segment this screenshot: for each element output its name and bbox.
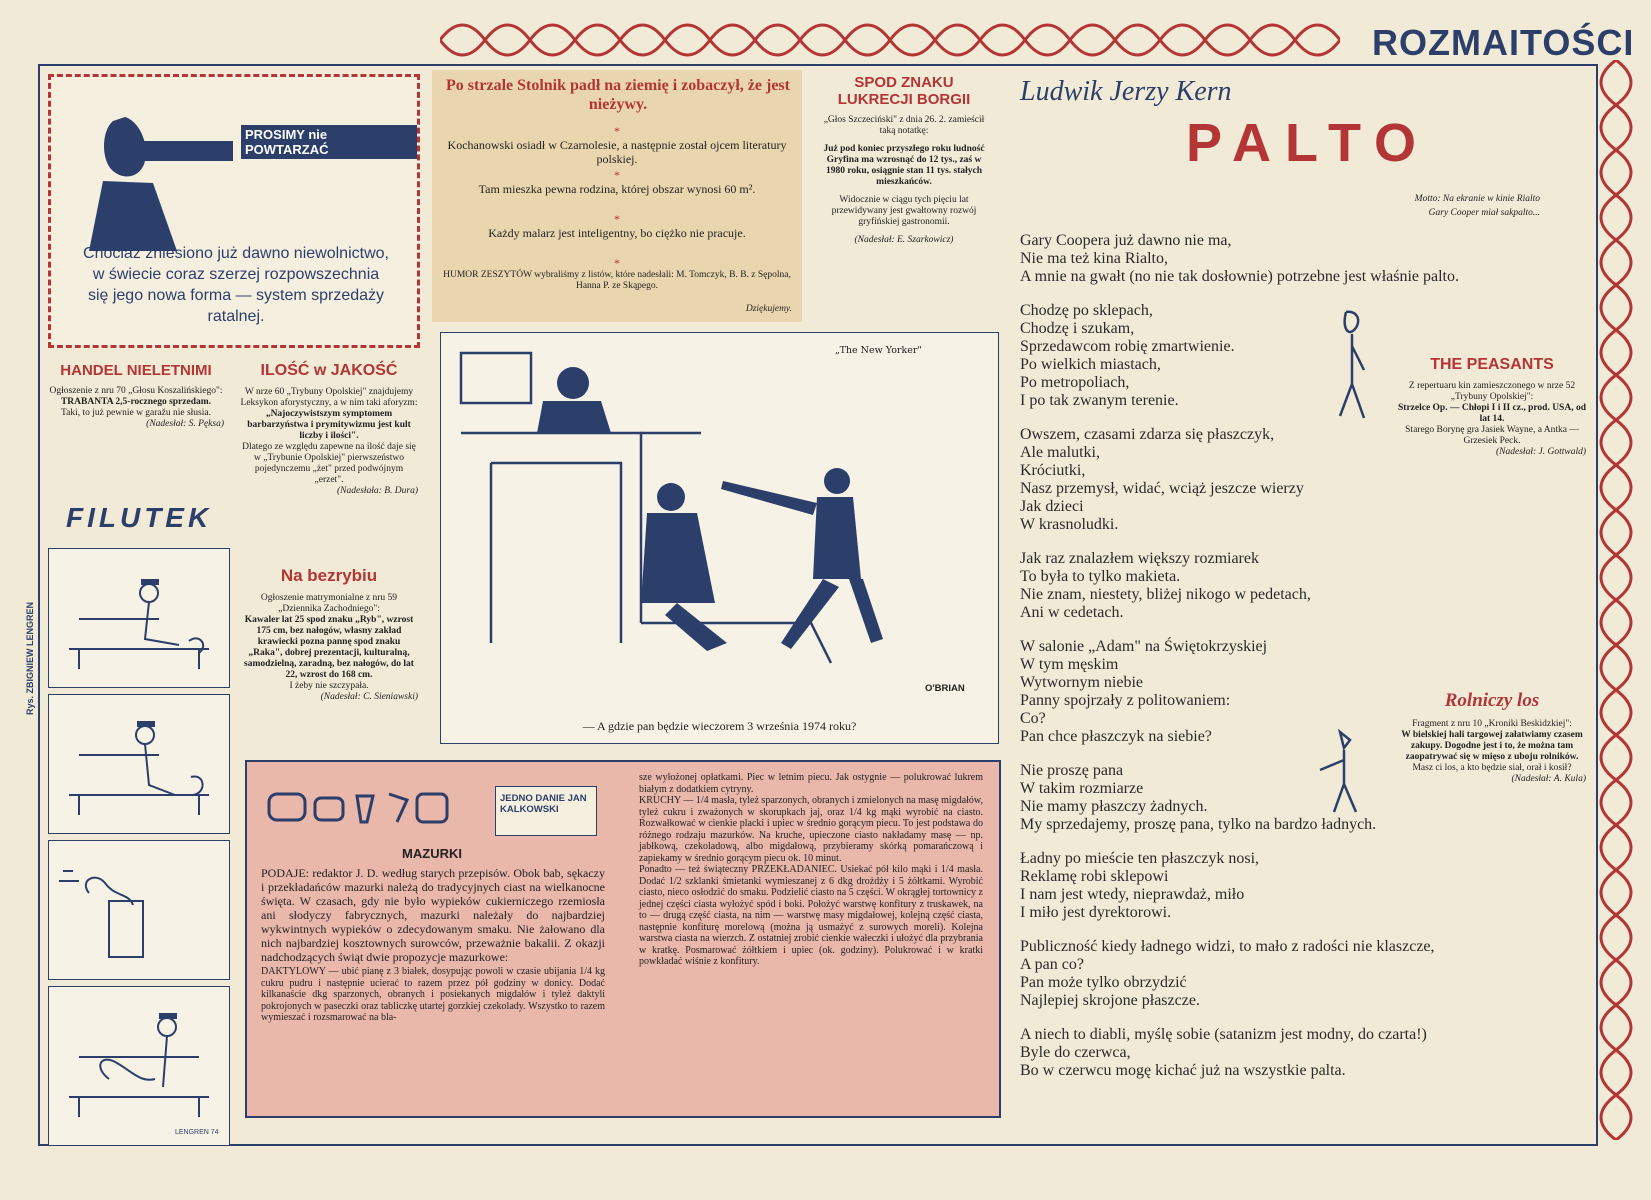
recipe-col1-intro: PODAJE: redaktor J. D. według starych przepisów. Obok bab, sękaczy i przekładańców mazurki należą do tradycyjnych ciast na wielkanocne święta. W czasach, gdy nie było wypieków cukierniczego rzemiosła ani słodyczy fabrycznych, mazurki należały do najbardziej wykwintnych wypieków o zdecydowanym smaku. Nie żałowano dla nich najbardziej kosztownych surowców, przeważnie bakalii. Z okazji nadchodzących świąt dwie propozycje mazurkowe: — [261, 866, 605, 964]
recipe-col1-daktylowy: DAKTYLOWY — ubić pianę z 3 białek, dosypując powoli w czasie ubijania 1/4 kg cukru pudru i następnie ucierać to razem przez pół godziny w donicy. Dodać kilkanaście dkg sparzonych, obranych i posiekanych migdałów i tyleż daktyli pokrojonych w paseczki oraz tabliczkę utartej gorzkiej czekolady. Wszystko to razem wymieszać i rozsmarować na bla- — [261, 966, 605, 1023]
cooking-icons — [267, 784, 457, 834]
handel-column — [48, 362, 224, 430]
poem-line: Wytwornym niebie — [1020, 674, 1144, 691]
poem-line: Sprzedawcom robię zmartwienie. — [1020, 338, 1235, 355]
cartoon-caption: — A gdzie pan będzie wieczorem 3 września 1974 roku? — [582, 719, 857, 733]
poem-line: Nie ma też kina Rialto, — [1020, 250, 1168, 267]
poem-line: I miło jest dyrektorowi. — [1020, 904, 1172, 921]
poem-line: Pan może tylko obrzydzić — [1020, 974, 1187, 991]
poem-stanza-4 — [1020, 550, 1590, 622]
poem-line: Po metropoliach, — [1020, 374, 1130, 391]
comic-panel-4 — [48, 986, 230, 1146]
humor-star-1: * — [614, 124, 620, 138]
rolniczy-comment: Masz ci los, a kto będzie siał, orał i kosił? — [1412, 763, 1572, 773]
cartoon-signature: O'BRIAN — [925, 683, 965, 694]
poem-line: Po wielkich miastach, — [1020, 356, 1161, 373]
comic-panel-1-drawing — [49, 549, 229, 687]
bezrybiu-quote: Kawaler lat 25 spod znaku „Ryb", wzrost 175 cm, bez nałogów, własny zakład krawiecki pozna pannę spod znaku „Raka", dobrej prezentacji, kulturalną, samodzielną, zaradną, bez nałogów, do lat 22, wzrost do 168 cm. — [244, 615, 414, 680]
comic-panel-2 — [48, 694, 230, 834]
poem-stanza-8 — [1020, 938, 1590, 1010]
peasants-title: THE PEASANTS — [1430, 356, 1554, 373]
poem-line: Bo w czerwcu mogę kichać już na wszystkie palta. — [1020, 1062, 1346, 1079]
poem-line: Nie mamy płaszczy żadnych. — [1020, 798, 1208, 815]
poem-line: To była to tylko makieta. — [1020, 568, 1181, 585]
poem-line: Jak dzieci — [1020, 498, 1084, 515]
ilosc-intro: W nrze 60 „Trybuny Opolskiej" znajdujemy Leksykon aforystyczny, a w nim taki aforyzm: — [240, 387, 418, 408]
peasants-comment: Starego Borynę gra Jasiek Wayne, a Antka — Grzesiek Peck. — [1405, 425, 1579, 446]
poem-title: PALTO — [1186, 113, 1430, 173]
poem-stanza-1 — [1020, 232, 1590, 286]
hooded-figure-illustration — [1310, 726, 1380, 816]
poem-line: Co? — [1020, 710, 1046, 727]
ilosc-quote: „Najoczywistszym symptomem barbarzyństwa i prymitywizmu jest kult liczby i ilości". — [247, 409, 411, 441]
filutek-signature: LENGREN 74 — [175, 1129, 219, 1136]
recipe-col2-kruchy: KRUCHY — 1/4 masła, tyleż sparzonych, obranych i zmielonych na masę migdałów, tyleż cukru i zważonych w skorupkach jaj, oraz 1/4 kg mąki wyrobić na ciasto. Rozwałkować w cienkie placki i upiec w średnio gorącym piecu. To jest podstawa do różnego rodzaju mazurków. Na kruche, upieczone ciasto nakładamy masę — np. jabłkową, czekoladową, albo migdałową, przybieramy skórką pomarańczową i zapiekamy w średnio gorącym piecu ok. 10 minut. — [639, 795, 983, 864]
comic-panel-3-drawing — [49, 841, 229, 979]
poem-line: Owszem, czasami zdarza się płaszczyk, — [1020, 426, 1275, 443]
humor-box — [432, 70, 802, 322]
poem-line: Nasz przemysł, widać, wciąż jeszcze wierzy — [1020, 480, 1304, 497]
handel-title: HANDEL NIELETNIMI — [60, 362, 212, 379]
lukrecja-quote: Już pod koniec przyszłego roku ludność Gryfina ma wzrosnąć do 12 tys., zaś w 1980 roku, osiągnie stan 11 tys. stałych mieszkańców. — [823, 144, 985, 187]
courtroom-illustration — [451, 343, 981, 693]
bezrybiu-title: Na bezrybiu — [280, 566, 378, 585]
cartoon-source: „The New Yorker" — [835, 345, 922, 356]
ilosc-title: ILOŚĆ w JAKOŚĆ — [260, 362, 398, 379]
handel-quote: TRABANTA 2,5-rocznego sprzedam. — [60, 397, 212, 407]
poem-line: I nam jest wtedy, nieprawdaż, miło — [1020, 886, 1245, 903]
poem-line: A niech to diabli, myślę sobie (satanizm jest modny, do czarta!) — [1020, 1026, 1427, 1043]
poem-line: Chodzę po sklepach, — [1020, 302, 1153, 319]
poem-line: W tym męskim — [1020, 656, 1119, 673]
poem-stanza-9 — [1020, 1026, 1590, 1080]
ilosc-sender: (Nadesłała: B. Dura) — [336, 486, 418, 496]
poem-line: Najlepiej skrojone płaszcze. — [1020, 992, 1200, 1009]
filutek-comic-strip — [48, 548, 230, 1150]
courtroom-cartoon — [440, 332, 999, 744]
ilosc-column — [240, 362, 418, 497]
humor-thanks: Dziękujemy. — [745, 304, 792, 314]
humor-footer: HUMOR ZESZYTÓW wybraliśmy z listów, które nadesłali: M. Tomczyk, B. B. z Sępolna, Hanna P. ze Skąpego. — [443, 270, 791, 291]
bezrybiu-column — [240, 566, 418, 703]
poem-line: Chodzę i szukam, — [1020, 320, 1135, 337]
poem-line: Nie znam, niestety, bliżej nikogo w pedetach, — [1020, 586, 1311, 603]
rolniczy-title: Rolniczy los — [1444, 690, 1540, 711]
prosimy-box — [48, 74, 420, 348]
poem-line: Pan chce płaszczyk na siebie? — [1020, 728, 1212, 745]
poem-author: Ludwik Jerzy Kern — [1020, 76, 1232, 107]
prosimy-text: Chociaż zniesiono już dawno niewolnictwo, w świecie coraz szerzej rozpowszechnia się jego nowa forma — system sprzedaży ratalnej. — [83, 245, 389, 325]
humor-title: Po strzale Stolnik padł na ziemię i zobaczył, że jest nieżywy. — [446, 77, 790, 113]
recipe-col2 — [639, 772, 983, 968]
right-ornament-border — [1598, 60, 1634, 1140]
top-ornament-border — [440, 18, 1340, 62]
poem-line: I po tak zwanym terenie. — [1020, 392, 1179, 409]
peasants-sender: (Nadesłał: J. Gottwald) — [1496, 447, 1586, 457]
recipe-col2-przekladaniec: Ponadto — też świąteczny PRZEKŁADANIEC. Usiekać pół kilo mąki i 1/4 masła. Dodać 1/2 szklanki śmietanki wymieszanej z 6 dkg drożdży i 5 żółtkami. Wyrobić ciasto, nieco osłodzić do smaku. Podzielić ciasto na 5 części. W okrągłej tortownicy z jednej części ciasta wyłożyć spód i boki. Położyć warstwę konfitury z truskawek, na to — drugą część ciasta, na nim — warstwę masy migdałowej, kolejną część ciasta, następnie konfiturę morelową (można ją usmażyć z surowych moreli). Kolejna warstwa ciasta na wierzch. Z ostatniej zrobić cienkie wałeczki i ułożyć dla przybrania w kratkę. Posmarować żółtkiem i upiec (ok. godziny). Polukrować i w kratki powkładać wiśnie z konfitury. — [639, 864, 983, 967]
side-credit: Rys. ZBIGNIEW LENGREN — [25, 601, 35, 715]
bezrybiu-sender: (Nadesłał: C. Sieniawski) — [320, 692, 418, 702]
comic-panel-4-drawing — [49, 987, 229, 1145]
jedno-danie-badge — [495, 786, 597, 836]
poem-motto-2: Gary Cooper miał sakpalto... — [1428, 208, 1540, 218]
poem-line: Byle do czerwca, — [1020, 1044, 1131, 1061]
peasants-quote: Strzelce Op. — Chłopi I i II cz., prod. USA, od lat 14. — [1398, 403, 1586, 424]
recipe-box — [245, 760, 1001, 1118]
poem-stanza-7 — [1020, 850, 1590, 922]
lukrecja-column — [820, 74, 988, 246]
poem-line: Króciutki, — [1020, 462, 1086, 479]
poem-line: Ani w cedetach. — [1020, 604, 1124, 621]
recipe-col1 — [261, 866, 605, 1024]
poem-line: A mnie na gwałt (no nie tak dosłownie) potrzebne jest właśnie palto. — [1020, 268, 1459, 285]
humor-item-3: Każdy malarz jest inteligentny, bo ciężko nie pracuje. — [488, 226, 746, 240]
poem-line: Nie proszę pana — [1020, 762, 1124, 779]
man-with-plank-illustration — [73, 91, 233, 251]
poem-line: W takim rozmiarze — [1020, 780, 1144, 797]
lukrecja-intro: „Głos Szczeciński" z dnia 26. 2. zamieścił taką notatkę: — [823, 115, 985, 136]
walking-man-illustration — [1326, 306, 1382, 426]
poem-line: Jak raz znalazłem większy rozmiarek — [1020, 550, 1259, 567]
recipe-title: MAZURKI — [402, 846, 462, 861]
humor-item-2: Tam mieszka pewna rodzina, której obszar wynosi 60 m². — [478, 182, 756, 196]
handel-comment: Taki, to już pewnie w garažu nie słusia. — [61, 408, 211, 418]
lukrecja-sender: (Nadesłał: E. Szarkowicz) — [854, 235, 954, 245]
handel-intro: Ogłoszenie z nru 70 „Głosu Koszalińskiego": — [49, 386, 223, 396]
peasants-intro: Z repertuaru kin zamieszczonego w nrze 52 „Trybuny Opolskiej": — [1408, 381, 1576, 402]
poem-line: Ale malutki, — [1020, 444, 1100, 461]
jedno-danie-text: JEDNO DANIE JAN KALKOWSKI — [500, 793, 587, 815]
comic-panel-2-drawing — [49, 695, 229, 833]
poem-line: My sprzedajemy, proszę pana, tylko na bardzo ładnych. — [1020, 816, 1377, 833]
handel-sender: (Nadesłał: S. Pęksa) — [146, 419, 224, 429]
comic-panel-3 — [48, 840, 230, 980]
poem-line: A pan co? — [1020, 956, 1084, 973]
rolniczy-intro: Fragment z nru 10 „Kroniki Beskidzkiej": — [1412, 719, 1572, 729]
poem-line: Gary Coopera już dawno nie ma, — [1020, 232, 1232, 249]
lukrecja-comment: Widocznie w ciągu tych pięciu lat przewidywany jest gwałtowny rozwój gryfińskiej gastronomii. — [831, 195, 977, 227]
poem-motto-1: Motto: Na ekranie w kinie Rialto — [1414, 194, 1540, 204]
rolniczy-column — [1398, 690, 1586, 785]
peasants-column — [1398, 356, 1586, 458]
humor-star-3: * — [614, 212, 620, 226]
bezrybiu-comment: I żeby nie szczypała. — [289, 681, 369, 691]
poem-line: W salonie „Adam" na Świętokrzyskiej — [1020, 638, 1268, 655]
recipe-col2-a: sze wyłożonej opłatkami. Piec w letnim piecu. Jak ostygnie — polukrować lukrem białym z dodatkiem cytryny. — [639, 772, 983, 795]
comic-panel-1 — [48, 548, 230, 688]
humor-item-1: Kochanowski osiadł w Czarnolesie, a następnie został ojcem literatury polskiej. — [447, 138, 787, 166]
poem-line: Reklamę robi sklepowi — [1020, 868, 1169, 885]
section-title: ROZMAITOŚCI — [1372, 22, 1635, 63]
humor-star-4: * — [614, 256, 620, 270]
bezrybiu-intro: Ogłoszenie matrymonialne z nru 59 „Dziennika Zachodniego": — [260, 593, 398, 614]
poem-line: Panny spojrzały z politowaniem: — [1020, 692, 1231, 709]
lukrecja-title: SPOD ZNAKU LUKRECJI BORGII — [837, 74, 971, 108]
poem-line: W krasnoludki. — [1020, 516, 1119, 533]
prosimy-badge: PROSIMY nie POWTARZAĆ — [241, 125, 417, 159]
rolniczy-sender: (Nadesłał: A. Kula) — [1511, 774, 1586, 784]
ilosc-comment: Dlatego ze względu zapewne na ilość daje się w „Trybunie Opolskiej" pierwszeństwo pojedynczemu „żet" przed podwójnym „erzet". — [242, 442, 416, 485]
rolniczy-quote: W bielskiej hali targowej załatwiamy czasem zakupy. Dogodne jest i to, że można tam zaopatrywać się w mięso z uboju rolników. — [1401, 730, 1583, 762]
filutek-logo: FILUTEK — [66, 502, 213, 533]
poem-line: Ładny po mieście ten płaszczyk nosi, — [1020, 850, 1260, 867]
poem-line: Publiczność kiedy ładnego widzi, to mało z radości nie klaszcze, — [1020, 938, 1435, 955]
humor-star-2: * — [614, 168, 620, 182]
